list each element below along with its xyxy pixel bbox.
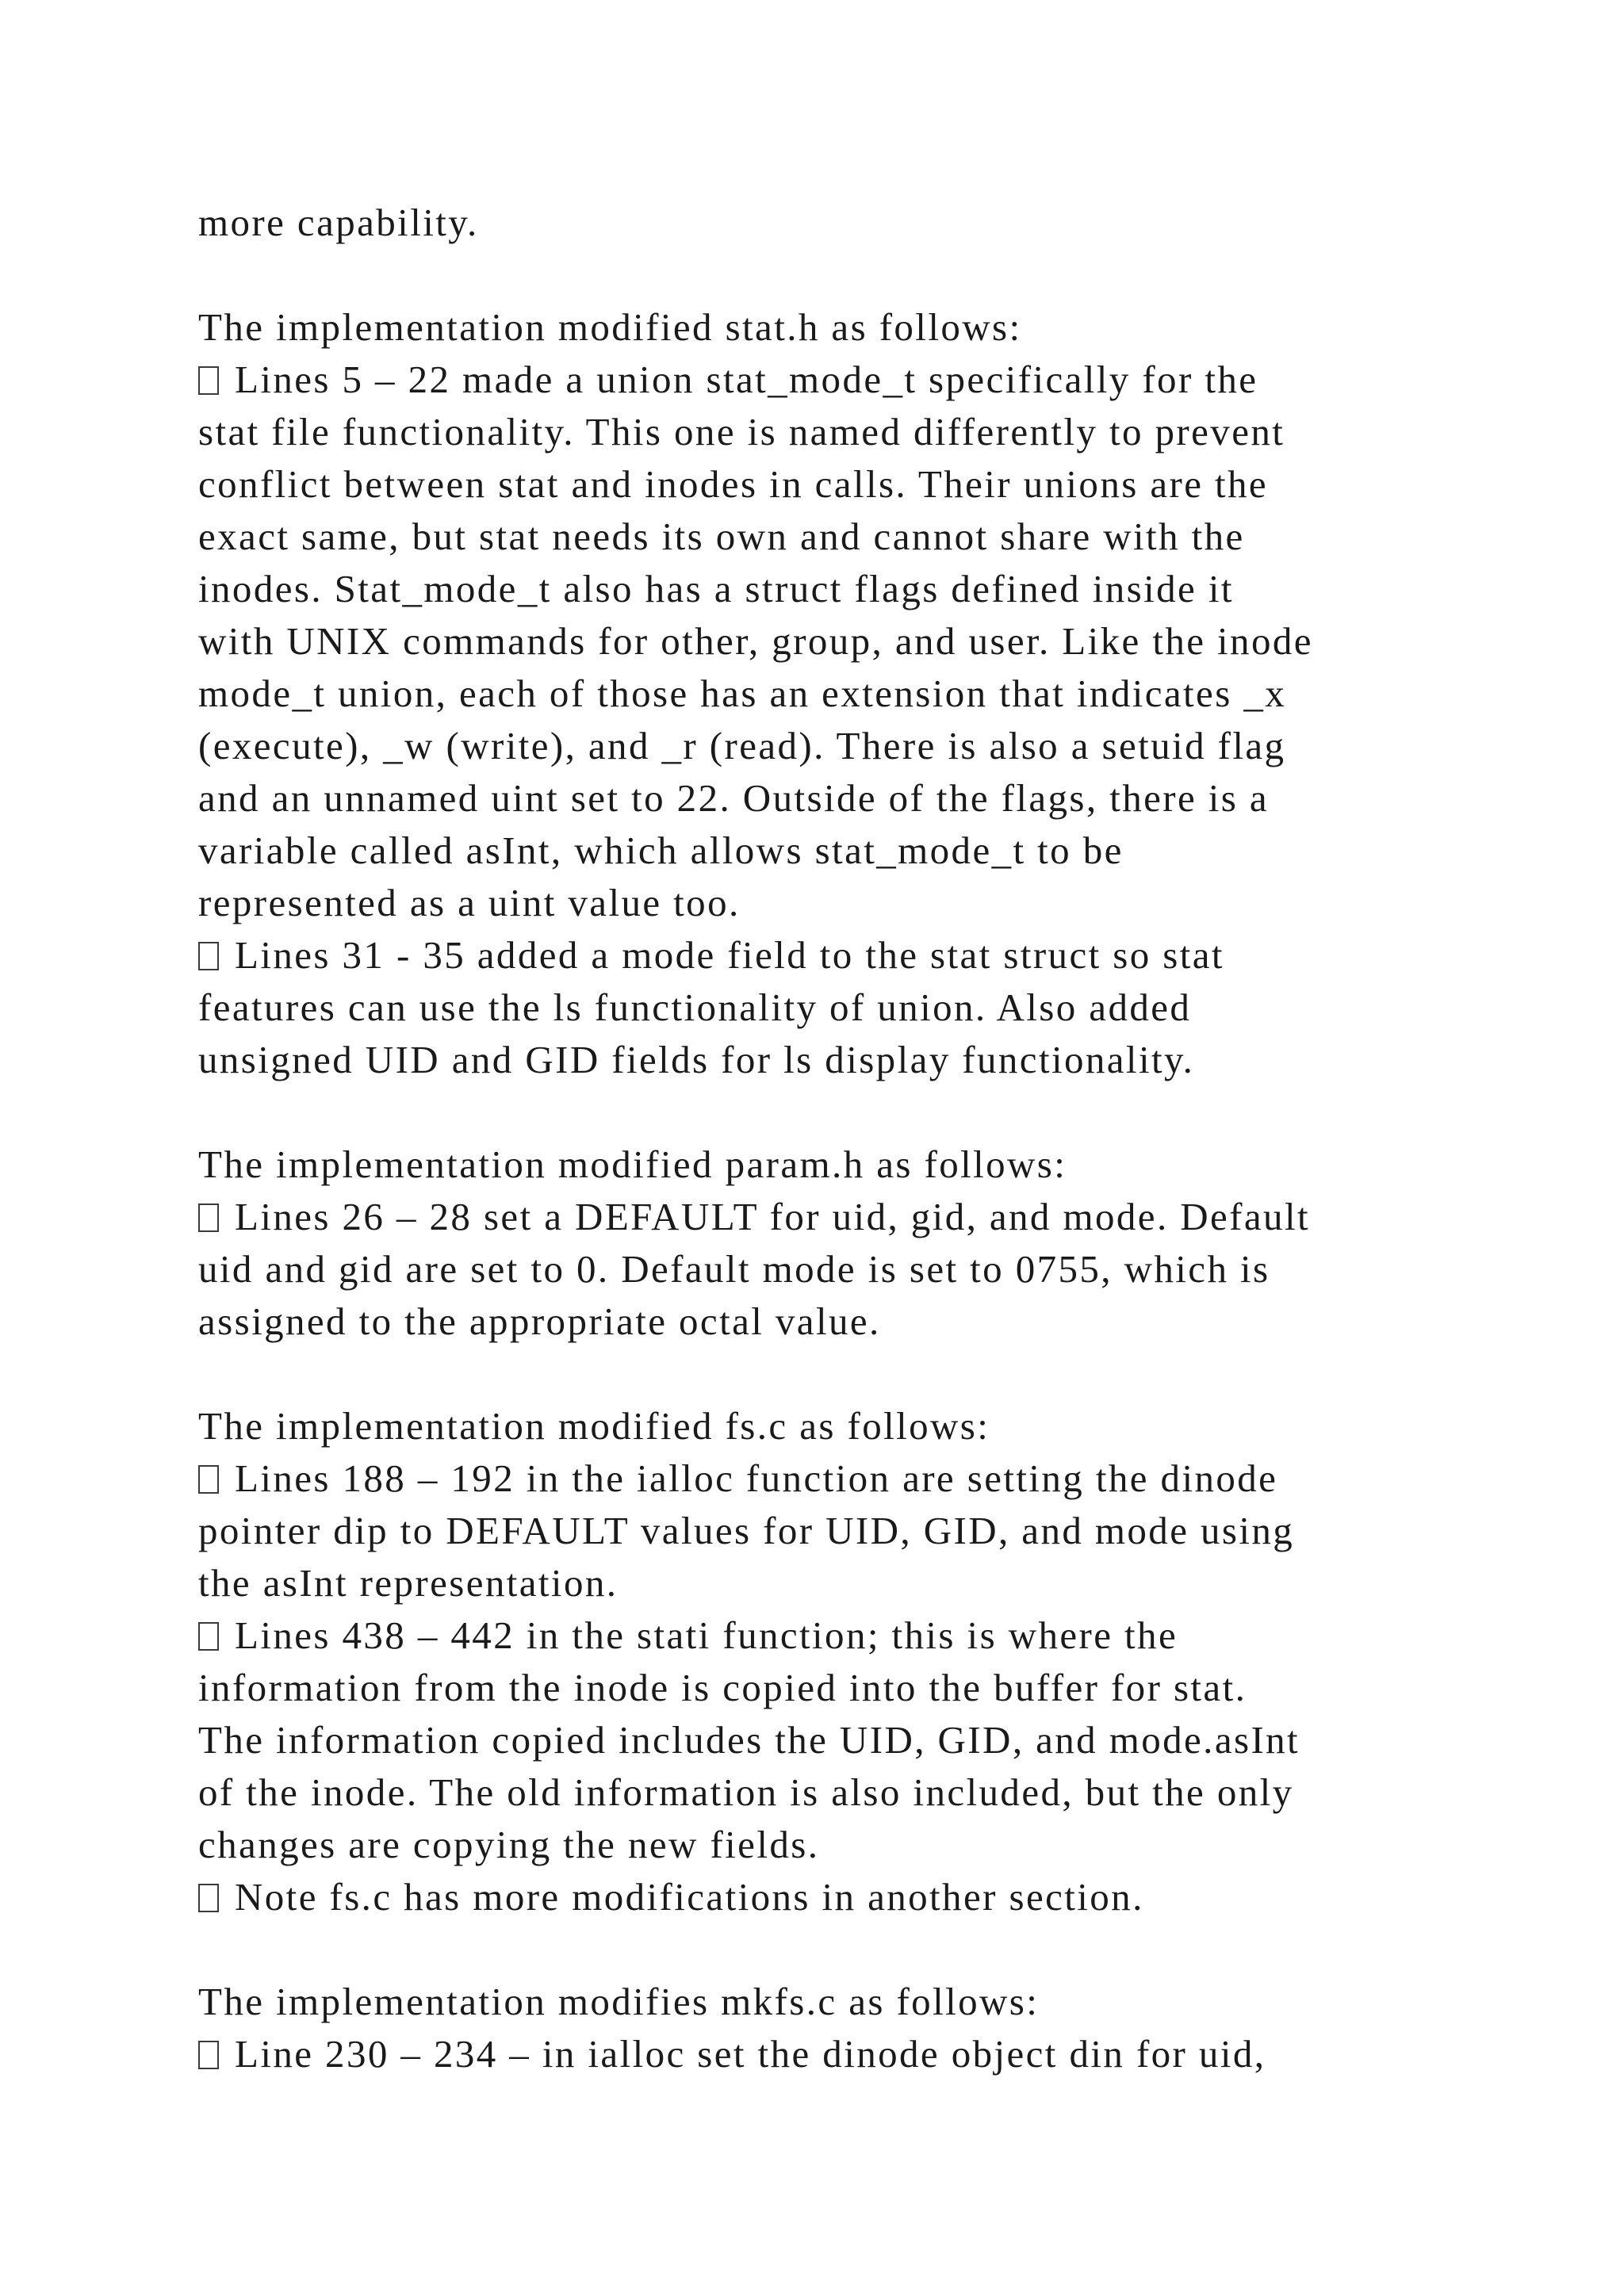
text-line [198, 825, 1530, 877]
text-line [198, 1662, 1530, 1714]
text-line [198, 1505, 1530, 1557]
bullet-line [198, 1452, 1530, 1505]
line-text: The information copied includes the UID, GID, and mode.asInt [198, 1718, 1300, 1762]
line-text: information from the inode is copied into the buffer for stat. [198, 1666, 1247, 1709]
text-line [198, 1138, 1530, 1191]
text-line [198, 406, 1530, 458]
line-text: changes are copying the new fields. [198, 1823, 820, 1866]
line-text: with UNIX commands for other, group, and user. Like the inode [198, 619, 1313, 663]
bullet-box-icon [198, 2041, 219, 2069]
text-line [198, 511, 1530, 563]
line-text: and an unnamed uint set to 22. Outside of the flags, there is a [198, 776, 1270, 820]
text-line [198, 772, 1530, 825]
bullet-line [198, 1609, 1530, 1662]
bullet-box-icon [198, 1622, 219, 1651]
line-text: conflict between stat and inodes in calls. Their unions are the [198, 462, 1269, 506]
line-text: Lines 438 – 442 in the stati function; this is where the [235, 1613, 1178, 1657]
line-text: represented as a uint value too. [198, 881, 741, 924]
line-text: The implementation modified fs.c as follows: [198, 1404, 990, 1448]
line-text: Lines 31 - 35 added a mode field to the stat struct so stat [235, 933, 1224, 977]
bullet-box-icon [198, 942, 219, 970]
line-text: The implementation modified param.h as follows: [198, 1142, 1067, 1186]
text-line [198, 1819, 1530, 1871]
bullet-box-icon [198, 366, 219, 395]
text-line [198, 197, 1530, 249]
text-line [198, 1034, 1530, 1086]
text-line [198, 301, 1530, 354]
text-line [198, 1766, 1530, 1819]
line-text: mode_t union, each of those has an extension that indicates _x [198, 672, 1287, 715]
blank-line [198, 1348, 1530, 1400]
line-text: more capability. [198, 201, 479, 244]
line-text: the asInt representation. [198, 1561, 619, 1605]
text-line [198, 877, 1530, 929]
text-line [198, 1243, 1530, 1295]
line-text: exact same, but stat needs its own and cannot share with the [198, 515, 1245, 558]
line-text: Lines 188 – 192 in the ialloc function are setting the dinode [235, 1456, 1278, 1500]
bullet-line [198, 1191, 1530, 1243]
line-text: The implementation modifies mkfs.c as follows: [198, 1980, 1040, 2023]
line-text: features can use the ls functionality of union. Also added [198, 985, 1192, 1029]
document-body [198, 197, 1530, 2080]
text-line [198, 668, 1530, 720]
bullet-line [198, 354, 1530, 406]
text-line [198, 1714, 1530, 1766]
bullet-line [198, 929, 1530, 982]
line-text: assigned to the appropriate octal value. [198, 1299, 881, 1343]
bullet-box-icon [198, 1203, 219, 1232]
line-text: stat file functionality. This one is named differently to prevent [198, 410, 1285, 453]
line-text: Note fs.c has more modifications in another section. [235, 1875, 1144, 1919]
line-text: The implementation modified stat.h as follows: [198, 305, 1022, 349]
bullet-box-icon [198, 1465, 219, 1494]
blank-line [198, 1086, 1530, 1138]
line-text: inodes. Stat_mode_t also has a struct flags defined inside it [198, 567, 1234, 610]
text-line [198, 982, 1530, 1034]
blank-line [198, 249, 1530, 301]
line-text: pointer dip to DEFAULT values for UID, GID, and mode using [198, 1509, 1295, 1552]
line-text: Lines 5 – 22 made a union stat_mode_t specifically for the [235, 358, 1258, 401]
bullet-box-icon [198, 1884, 219, 1912]
text-line [198, 458, 1530, 511]
text-line [198, 1295, 1530, 1348]
line-text: uid and gid are set to 0. Default mode is set to 0755, which is [198, 1247, 1270, 1291]
bullet-line [198, 1871, 1530, 1923]
line-text: unsigned UID and GID fields for ls display functionality. [198, 1038, 1195, 1081]
text-line [198, 615, 1530, 668]
text-line [198, 1976, 1530, 2028]
line-text: Lines 26 – 28 set a DEFAULT for uid, gid, and mode. Default [235, 1195, 1310, 1238]
bullet-line [198, 2028, 1530, 2080]
text-line [198, 720, 1530, 772]
text-line [198, 1557, 1530, 1609]
line-text: of the inode. The old information is also included, but the only [198, 1770, 1294, 1814]
text-line [198, 563, 1530, 615]
blank-line [198, 1923, 1530, 1976]
line-text: variable called asInt, which allows stat_mode_t to be [198, 828, 1124, 872]
text-line [198, 1400, 1530, 1452]
line-text: Line 230 – 234 – in ialloc set the dinode object din for uid, [235, 2032, 1266, 2076]
line-text: (execute), _w (write), and _r (read). There is also a setuid flag [198, 724, 1286, 767]
